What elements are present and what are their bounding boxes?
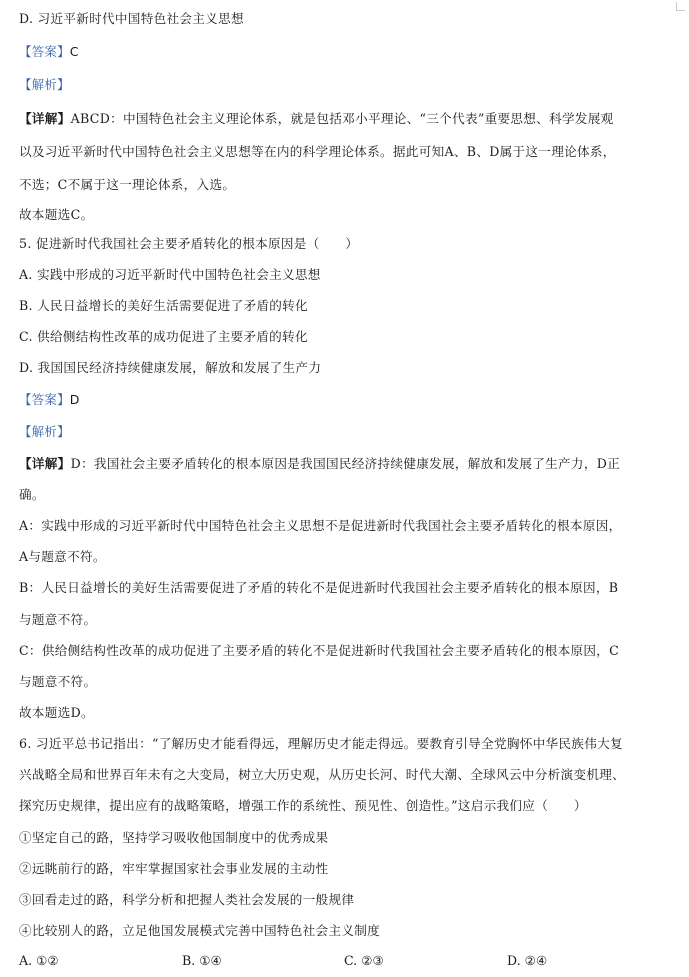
q4-conclusion: 故本题选C。 bbox=[19, 207, 94, 222]
q6-item-2: ②远眺前行的路，牢牢掌握国家社会事业发展的主动性 bbox=[19, 861, 329, 876]
q6-option-c: C. ②③ bbox=[344, 953, 384, 968]
q5-detail-line-2: 确。 bbox=[19, 487, 45, 502]
q5-option-a: A. 实践中形成的习近平新时代中国特色社会主义思想 bbox=[19, 267, 321, 282]
q5-detail-line-7: C：供给侧结构性改革的成功促进了主要矛盾的转化不是促进新时代我国社会主要矛盾转化的根本原因，C bbox=[19, 643, 620, 658]
q5-detail-line-4: A与题意不符。 bbox=[19, 549, 106, 564]
q5-detail-line-1: 【详解】D：我国社会主要矛盾转化的根本原因是我国国民经济持续健康发展，解放和发展了生产力，D正 bbox=[19, 456, 621, 471]
q6-stem-line-2: 兴战略全局和世界百年未有之大变局，树立大历史观，从历史长河、时代大潮、全球风云中分析演变机理、 bbox=[19, 767, 626, 782]
q4-analysis-tag: 【解析】 bbox=[19, 77, 70, 92]
q6-item-1: ①坚定自己的路，坚持学习吸收他国制度中的优秀成果 bbox=[19, 830, 329, 845]
q5-stem: 5. 促进新时代我国社会主要矛盾转化的根本原因是（ ） bbox=[19, 236, 359, 251]
q4-detail-line-1: 【详解】ABCD：中国特色社会主义理论体系，就是包括邓小平理论、“三个代表”重要思想、科学发展观 bbox=[19, 111, 614, 126]
q6-option-b: B. ①④ bbox=[182, 953, 222, 968]
q6-stem-line-3: 探究历史规律，提出应有的战略策略，增强工作的系统性、预见性、创造性。”这启示我们应（ ） bbox=[19, 798, 587, 813]
q5-detail-line-8: 与题意不符。 bbox=[19, 674, 97, 689]
q6-option-d: D. ②④ bbox=[507, 953, 548, 968]
q6-options-row bbox=[19, 953, 679, 969]
page-corner-mark bbox=[676, 2, 685, 11]
q6-option-a: A. ①② bbox=[19, 953, 59, 968]
q5-option-c: C. 供给侧结构性改革的成功促进了主要矛盾的转化 bbox=[19, 329, 308, 344]
q4-option-d: D. 习近平新时代中国特色社会主义思想 bbox=[19, 11, 244, 26]
q4-answer: 【答案】C bbox=[19, 44, 79, 59]
q5-conclusion: 故本题选D。 bbox=[19, 705, 94, 720]
q5-option-d: D. 我国国民经济持续健康发展，解放和发展了生产力 bbox=[19, 360, 322, 375]
q5-answer: 【答案】D bbox=[19, 392, 80, 407]
q4-detail-line-3: 不选；C不属于这一理论体系，入选。 bbox=[19, 177, 236, 192]
q5-detail-line-3: A：实践中形成的习近平新时代中国特色社会主义思想不是促进新时代我国社会主要矛盾转化的根本原因， bbox=[19, 518, 622, 533]
q6-stem-line-1: 6. 习近平总书记指出：“了解历史才能看得远，理解历史才能走得远。要教育引导全党胸怀中华民族伟大复 bbox=[19, 736, 623, 751]
q6-item-4: ④比较别人的路，立足他国发展模式完善中国特色社会主义制度 bbox=[19, 923, 381, 938]
q5-analysis-tag: 【解析】 bbox=[19, 424, 70, 439]
q5-detail-line-5: B：人民日益增长的美好生活需要促进了矛盾的转化不是促进新时代我国社会主要矛盾转化的根本原因，B bbox=[19, 580, 619, 595]
q5-option-b: B. 人民日益增长的美好生活需要促进了矛盾的转化 bbox=[19, 298, 308, 313]
q6-item-3: ③回看走过的路，科学分析和把握人类社会发展的一般规律 bbox=[19, 892, 355, 907]
q5-detail-line-6: 与题意不符。 bbox=[19, 612, 97, 627]
q4-detail-line-2: 以及习近平新时代中国特色社会主义思想等在内的科学理论体系。据此可知A、B、D属于这一理论体系， bbox=[19, 144, 616, 159]
